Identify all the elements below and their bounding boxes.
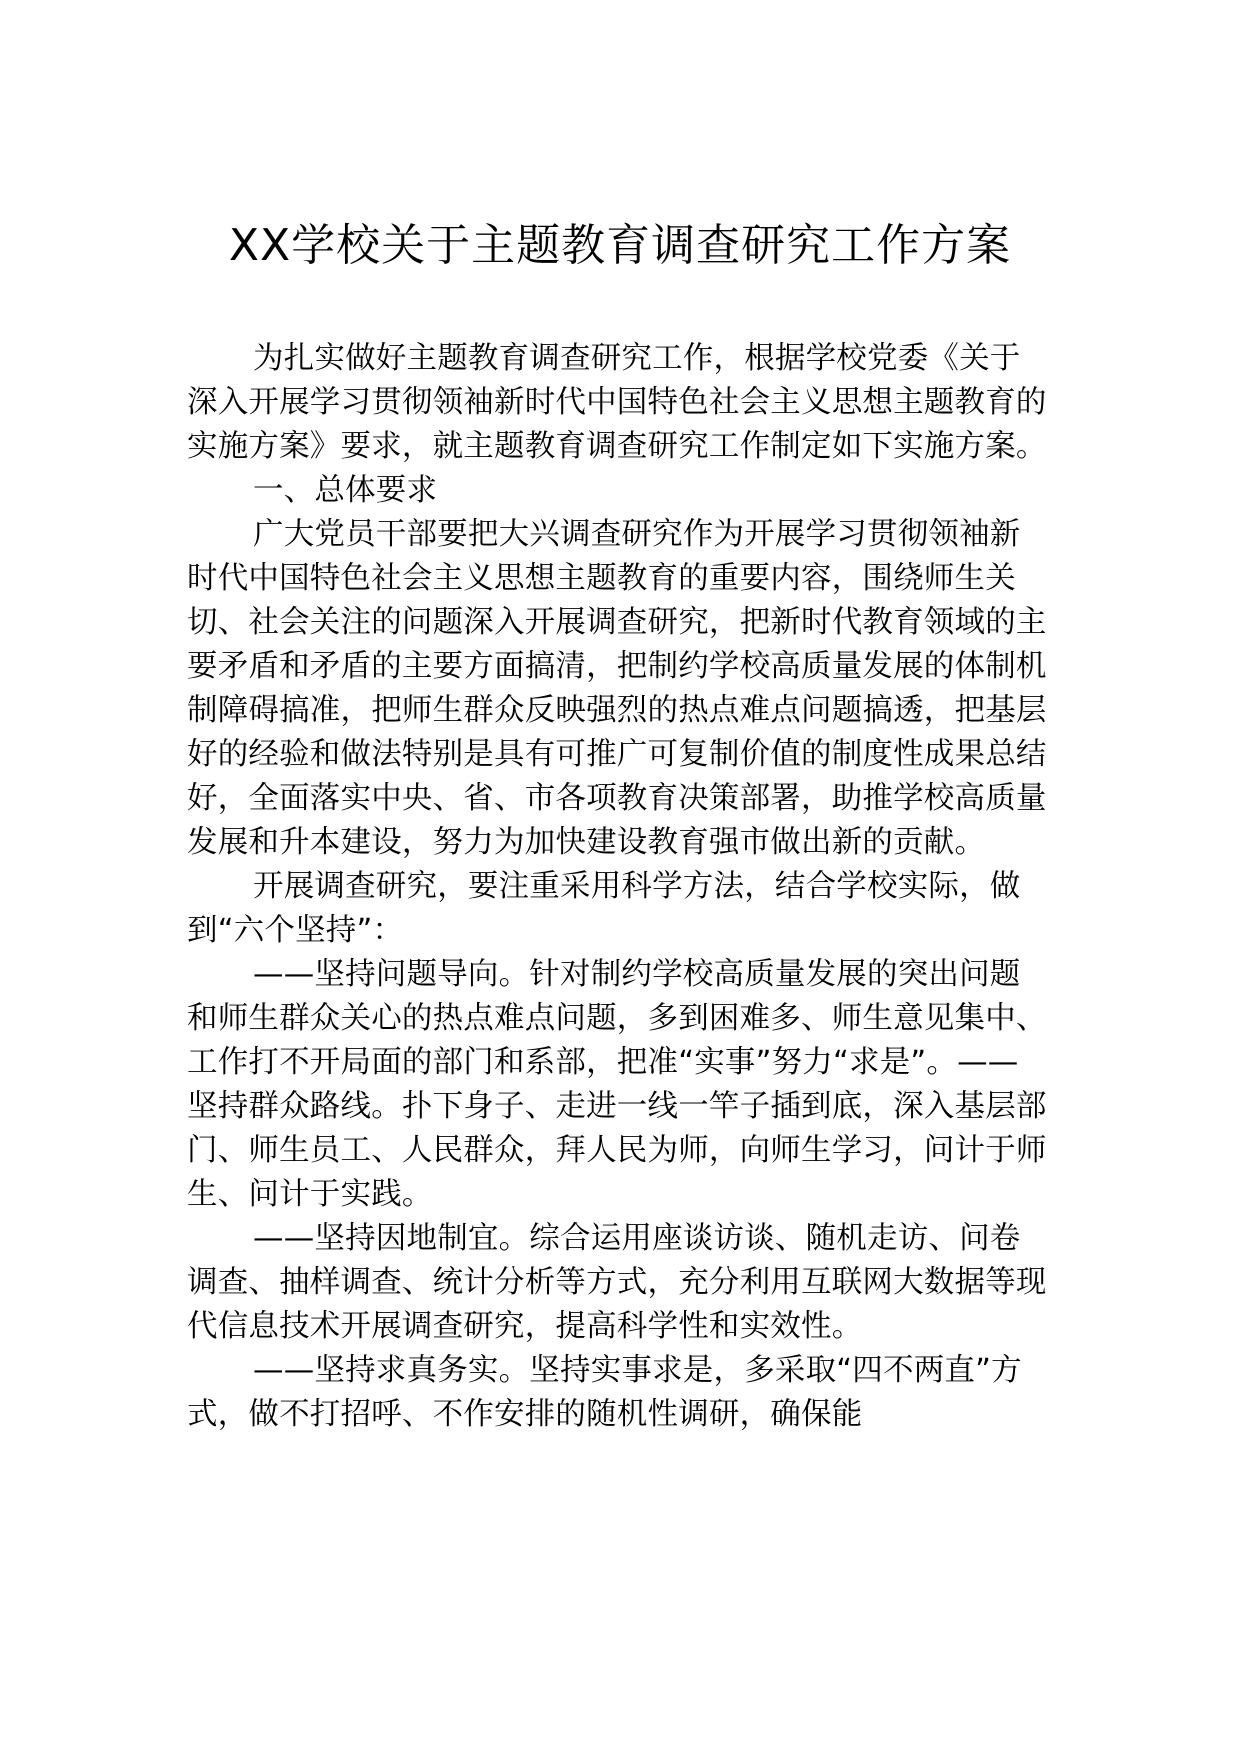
paragraph-local-conditions: ——坚持因地制宜。综合运用座谈访谈、随机走访、问卷调查、抽样调查、统计分析等方式，充分利用互联网大数据等现代信息技术开展调查研究，提高科学性和实效性。 (187, 1221, 1047, 1344)
paragraph-six-adherences: 开展调查研究，要注重采用科学方法，结合学校实际，做到“六个坚持”： (187, 869, 1021, 948)
document-body (187, 337, 1047, 1437)
section-heading-general-requirements: 一、总体要求 (253, 473, 438, 508)
document-title: XX学校关于主题教育调查研究工作方案 (228, 220, 1012, 271)
paragraph-seeking-truth: ——坚持求真务实。坚持实事求是，多采取“四不两直”方式，做不打招呼、不作安排的随机性调研，确保能 (187, 1353, 1022, 1432)
paragraph-problem-orientation: ——坚持问题导向。针对制约学校高质量发展的突出问题和师生群众关心的热点难点问题，多到困难多、师生意见集中、工作打不开局面的部门和系部，把准“实事”努力“求是”。——坚持群众路线。扑下身子、走进一线一竿子插到底，深入基层部门、师生员工、人民群众，拜人民为师，向师生学习，问计于师生、问计于实践。 (187, 957, 1047, 1212)
paragraph-general-requirements: 广大党员干部要把大兴调查研究作为开展学习贯彻领袖新时代中国特色社会主义思想主题教育的重要内容，围绕师生关切、社会关注的问题深入开展调查研究，把新时代教育领域的主要矛盾和矛盾的主要方面搞清，把制约学校高质量发展的体制机制障碍搞准，把师生群众反映强烈的热点难点问题搞透，把基层好的经验和做法特别是具有可推广可复制价值的制度性成果总结好，全面落实中央、省、市各项教育决策部署，助推学校高质量发展和升本建设，努力为加快建设教育强市做出新的贡献。 (187, 517, 1047, 860)
paragraph-intro: 为扎实做好主题教育调查研究工作，根据学校党委《关于深入开展学习贯彻领袖新时代中国特色社会主义思想主题教育的实施方案》要求，就主题教育调查研究工作制定如下实施方案。 (187, 341, 1047, 464)
